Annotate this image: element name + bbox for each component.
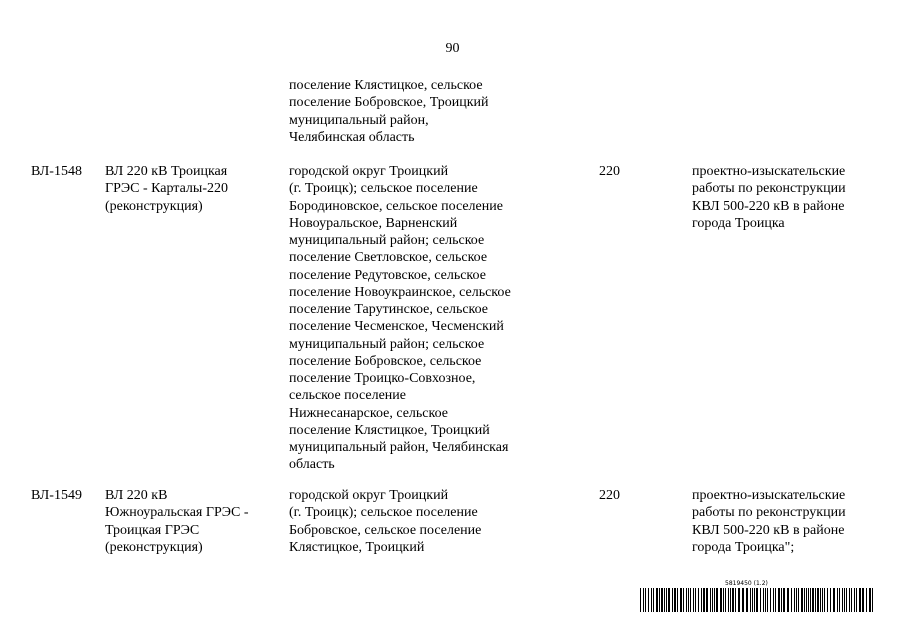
- row-1549-area: городской округ Троицкий (г. Троицк); сельское поселение Бобровское, сельское поселение Клястицкое, Троицкий: [289, 488, 482, 555]
- row-1549-code: ВЛ-1549: [31, 488, 82, 503]
- continuation-area-text: поселение Клястицкое, сельское поселение Бобровское, Троицкий муниципальный район, Челябинская область: [289, 78, 489, 145]
- row-1548-name: ВЛ 220 кВ Троицкая ГРЭС - Карталы-220 (реконструкция): [105, 164, 228, 214]
- barcode-bars: [640, 588, 875, 612]
- row-1548-note: проектно-изыскательские работы по реконструкции КВЛ 500-220 кВ в районе города Троицка: [692, 164, 846, 231]
- row-1549-voltage: 220: [599, 488, 620, 503]
- row-1548-code: ВЛ-1548: [31, 164, 82, 179]
- barcode: [640, 580, 875, 612]
- barcode-label: 5819450 (1.2): [725, 580, 768, 587]
- row-1549-name: ВЛ 220 кВ Южноуральская ГРЭС - Троицкая ГРЭС (реконструкция): [105, 488, 249, 555]
- page-number: 90: [445, 41, 460, 56]
- row-1548-area: городской округ Троицкий (г. Троицк); сельское поселение Бородиновское, сельское поселение Новоуральское, Варненский муниципальный район; сельское поселение Светловское, сельское поселение Редутовское, сельское поселение Новоукраинское, сельское поселение Тарутинское, сельское поселение Чесменское, Чесменский муниципальный район; сельское поселение Бобровское, сельское поселение Троицко-Совхозное, сельское поселение Нижнесанарское, сельское поселение Клястицкое, Троицкий муниципальный район, Челябинская область: [289, 164, 511, 473]
- row-1548-voltage: 220: [599, 164, 620, 179]
- row-1549-note: проектно-изыскательские работы по реконструкции КВЛ 500-220 кВ в районе города Троицка";: [692, 488, 846, 555]
